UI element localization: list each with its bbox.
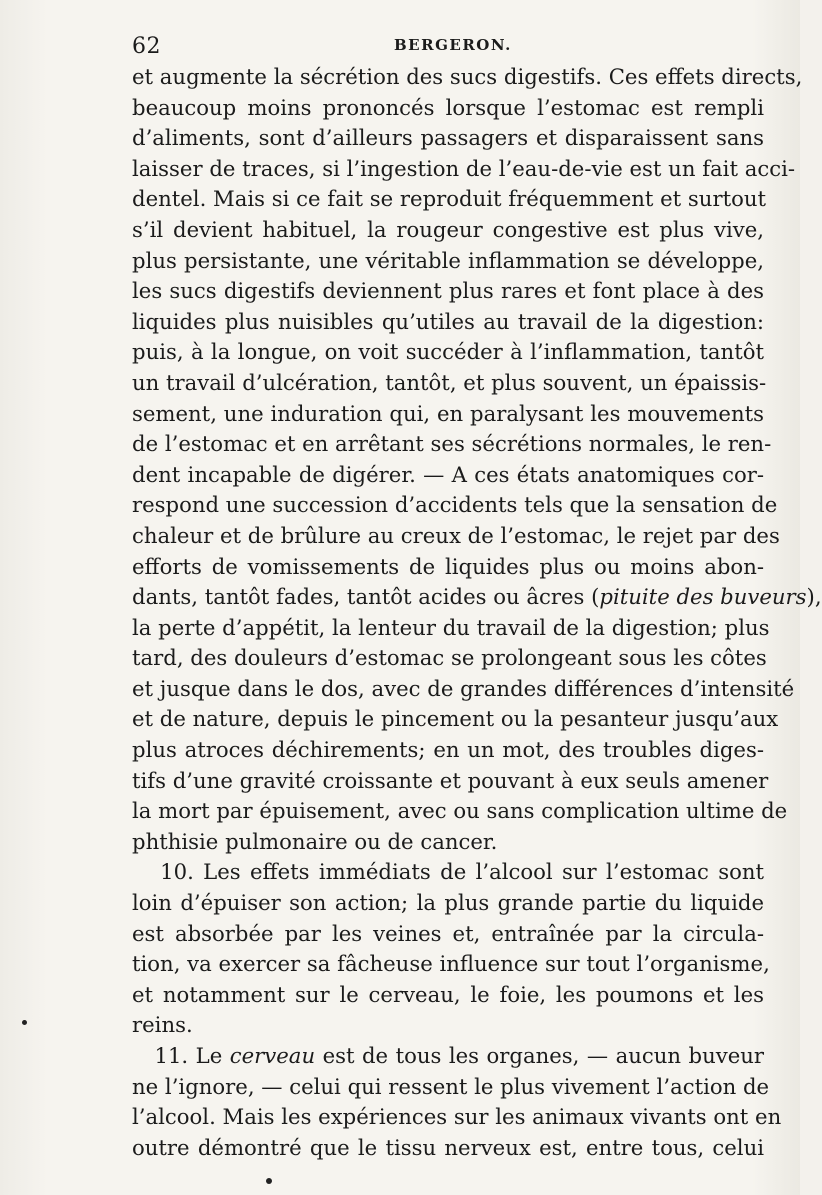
- text-line-segment: les sucs digestifs deviennent plus rares et font place à des: [132, 278, 764, 304]
- text-line-segment: tion, va exercer sa fâcheuse influence sur tout l’organisme,: [132, 951, 770, 977]
- text-line-segment: puis, à la longue, on voit succéder à l’inflammation, tantôt: [132, 339, 764, 365]
- running-head: BERGERON.: [394, 36, 512, 54]
- text-line-segment: dants, tantôt fades, tantôt acides ou âcres (: [132, 584, 600, 610]
- text-line-segment: et notamment sur le cerveau, le foie, les poumons et les: [132, 981, 764, 1007]
- text-line: [132, 1041, 764, 1072]
- text-line: [132, 857, 764, 888]
- text-line-segment: de l’estomac et en arrêtant ses sécrétions normales, le ren-: [132, 431, 772, 457]
- text-line: [132, 399, 764, 430]
- text-line: [132, 246, 764, 277]
- text-line: [132, 215, 764, 246]
- italic-phrase: cerveau: [229, 1043, 316, 1068]
- text-line-segment: l’alcool. Mais les expériences sur les animaux vivants ont en: [132, 1104, 782, 1130]
- text-line: [132, 123, 764, 154]
- ink-speck: [22, 1020, 27, 1025]
- ink-speck: [266, 1178, 272, 1184]
- text-line: [132, 1010, 764, 1041]
- text-line: [132, 1133, 764, 1164]
- text-line-segment: plus atroces déchirements; en un mot, des troubles diges-: [132, 737, 764, 763]
- text-line: [132, 307, 764, 338]
- text-line-segment: 10. Les effets immédiats de l’alcool sur l’estomac sont: [132, 859, 764, 885]
- text-line: [132, 490, 778, 521]
- text-line-segment: et jusque dans le dos, avec de grandes différences d’intensité: [132, 675, 795, 701]
- text-line-segment: sement, une induration qui, en paralysant les mouvements: [132, 400, 764, 426]
- text-line: [132, 154, 795, 185]
- text-line-segment: d’aliments, sont d’ailleurs passagers et disparaissent sans: [132, 125, 764, 151]
- text-line-segment: plus persistante, une véritable inflammation se développe,: [132, 247, 764, 273]
- text-line-segment: dent incapable de digérer. — A ces états anatomiques cor-: [132, 461, 764, 487]
- text-line-segment: la perte d’appétit, la lenteur du travail de la digestion; plus: [132, 614, 770, 640]
- text-line-segment: beaucoup moins prononcés lorsque l’estomac est rempli: [132, 94, 764, 120]
- text-line-segment: tifs d’une gravité croissante et pouvant à eux seuls amener: [132, 767, 769, 793]
- text-line: [132, 766, 769, 797]
- text-line-segment: et de nature, depuis le pincement ou la pesanteur jusqu’aux: [132, 706, 779, 732]
- text-line-segment: tard, des douleurs d’estomac se prolongeant sous les côtes: [132, 645, 767, 671]
- text-line-segment: respond une succession d’accidents tels que la sensation de: [132, 492, 778, 518]
- text-line: [132, 704, 779, 735]
- text-line: [132, 949, 770, 980]
- text-line: [132, 582, 822, 613]
- text-line: [132, 184, 767, 215]
- page-header: [132, 30, 772, 58]
- text-line: [132, 552, 764, 583]
- text-line-segment: laisser de traces, si l’ingestion de l’eau-de-vie est un fait acci-: [132, 155, 795, 181]
- text-line: [132, 93, 764, 124]
- text-line-segment: ne l’ignore, — celui qui ressent le plus vivement l’action de: [132, 1073, 770, 1099]
- text-line-segment: ),: [806, 584, 822, 610]
- page-number: 62: [132, 34, 161, 59]
- text-line: [132, 888, 764, 919]
- text-line-segment: efforts de vomissements de liquides plus ou moins abon-: [132, 553, 764, 579]
- text-line-segment: 11. Le: [132, 1043, 230, 1068]
- text-line: [132, 674, 795, 705]
- text-line: [132, 1102, 782, 1133]
- text-line: [132, 980, 764, 1011]
- text-line: [132, 735, 764, 766]
- text-line: [132, 337, 764, 368]
- text-line-segment: dentel. Mais si ce fait se reproduit fréquemment et surtout: [132, 186, 767, 212]
- text-line-segment: reins.: [132, 1012, 193, 1038]
- text-line-segment: un travail d’ulcération, tantôt, et plus souvent, un épaissis-: [132, 369, 767, 395]
- text-line: [132, 460, 764, 491]
- text-line: [132, 827, 764, 858]
- text-line-segment: et augmente la sécrétion des sucs digestifs. Ces effets directs,: [132, 64, 803, 89]
- text-line: [132, 429, 772, 460]
- text-line: [132, 643, 767, 674]
- text-line-segment: est absorbée par les veines et, entraînée par la circula-: [132, 920, 764, 946]
- text-line-segment: est de tous les organes, — aucun buveur: [315, 1043, 765, 1068]
- text-line: [132, 796, 788, 827]
- text-line-segment: liquides plus nuisibles qu’utiles au travail de la digestion:: [132, 308, 764, 334]
- text-line-segment: loin d’épuiser son action; la plus grande partie du liquide: [132, 890, 764, 916]
- text-line-segment: la mort par épuisement, avec ou sans complication ultime de: [132, 798, 788, 824]
- text-line: [132, 521, 780, 552]
- text-line-segment: phthisie pulmonaire ou de cancer.: [132, 828, 498, 854]
- text-line: [132, 613, 770, 644]
- text-line-segment: s’il devient habituel, la rougeur congestive est plus vive,: [132, 216, 764, 242]
- body-text: [132, 62, 822, 1163]
- text-line-segment: chaleur et de brûlure au creux de l’estomac, le rejet par des: [132, 522, 780, 548]
- text-line: [132, 276, 764, 307]
- text-line: [132, 919, 764, 950]
- text-line: [132, 368, 767, 399]
- text-line-segment: outre démontré que le tissu nerveux est, entre tous, celui: [132, 1134, 764, 1160]
- text-line: [132, 62, 803, 93]
- text-line: [132, 1072, 770, 1103]
- italic-phrase: pituite des buveurs: [599, 584, 807, 610]
